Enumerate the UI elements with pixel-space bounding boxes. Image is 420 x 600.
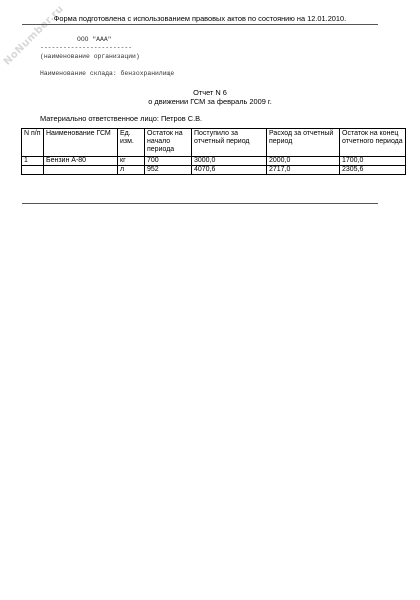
table-cell: 3000,0	[192, 156, 267, 165]
table-cell: кг	[118, 156, 145, 165]
col-header-received: Поступило за отчетный период	[192, 129, 267, 157]
col-header-number: N п/п	[22, 129, 44, 157]
header-divider	[22, 24, 378, 25]
col-header-opening-balance: Остаток на начало периода	[145, 129, 192, 157]
table-cell: 700	[145, 156, 192, 165]
table-row	[22, 156, 406, 165]
table-cell: 2717,0	[267, 165, 340, 174]
organization-caption: (наименование организации)	[40, 53, 140, 60]
warehouse-name: Наименование склада: бензохранилище	[40, 70, 175, 77]
footer-divider	[22, 203, 378, 204]
table-header-row	[22, 129, 406, 157]
col-header-fuel-name: Наименование ГСМ	[44, 129, 118, 157]
table-cell: 952	[145, 165, 192, 174]
table-row	[22, 165, 406, 174]
table-cell: 1700,0	[340, 156, 406, 165]
responsible-person: Материально ответственное лицо: Петров С.В.	[40, 114, 203, 123]
report-subtitle: о движении ГСМ за февраль 2009 г.	[148, 97, 272, 106]
col-header-unit: Ед. изм.	[118, 129, 145, 157]
table-cell: л	[118, 165, 145, 174]
table-cell	[44, 165, 118, 174]
table-cell: 2305,6	[340, 165, 406, 174]
organization-name: ООО "ААА"	[77, 36, 112, 43]
col-header-consumed: Расход за отчетный период	[267, 129, 340, 157]
col-header-closing-balance: Остаток на конец отчетного периода	[340, 129, 406, 157]
table-cell: Бензин А-80	[44, 156, 118, 165]
table-cell	[22, 165, 44, 174]
table-cell: 4070,6	[192, 165, 267, 174]
fuel-movement-table	[21, 128, 406, 175]
form-header-note: Форма подготовлена с использованием правовых актов по состоянию на 12.01.2010.	[53, 14, 347, 23]
table-cell: 2000,0	[267, 156, 340, 165]
organization-underline: ------------------------	[40, 44, 133, 51]
watermark: NoNumber.ru	[1, 3, 67, 68]
report-title: Отчет N 6	[193, 88, 227, 97]
table-cell: 1	[22, 156, 44, 165]
